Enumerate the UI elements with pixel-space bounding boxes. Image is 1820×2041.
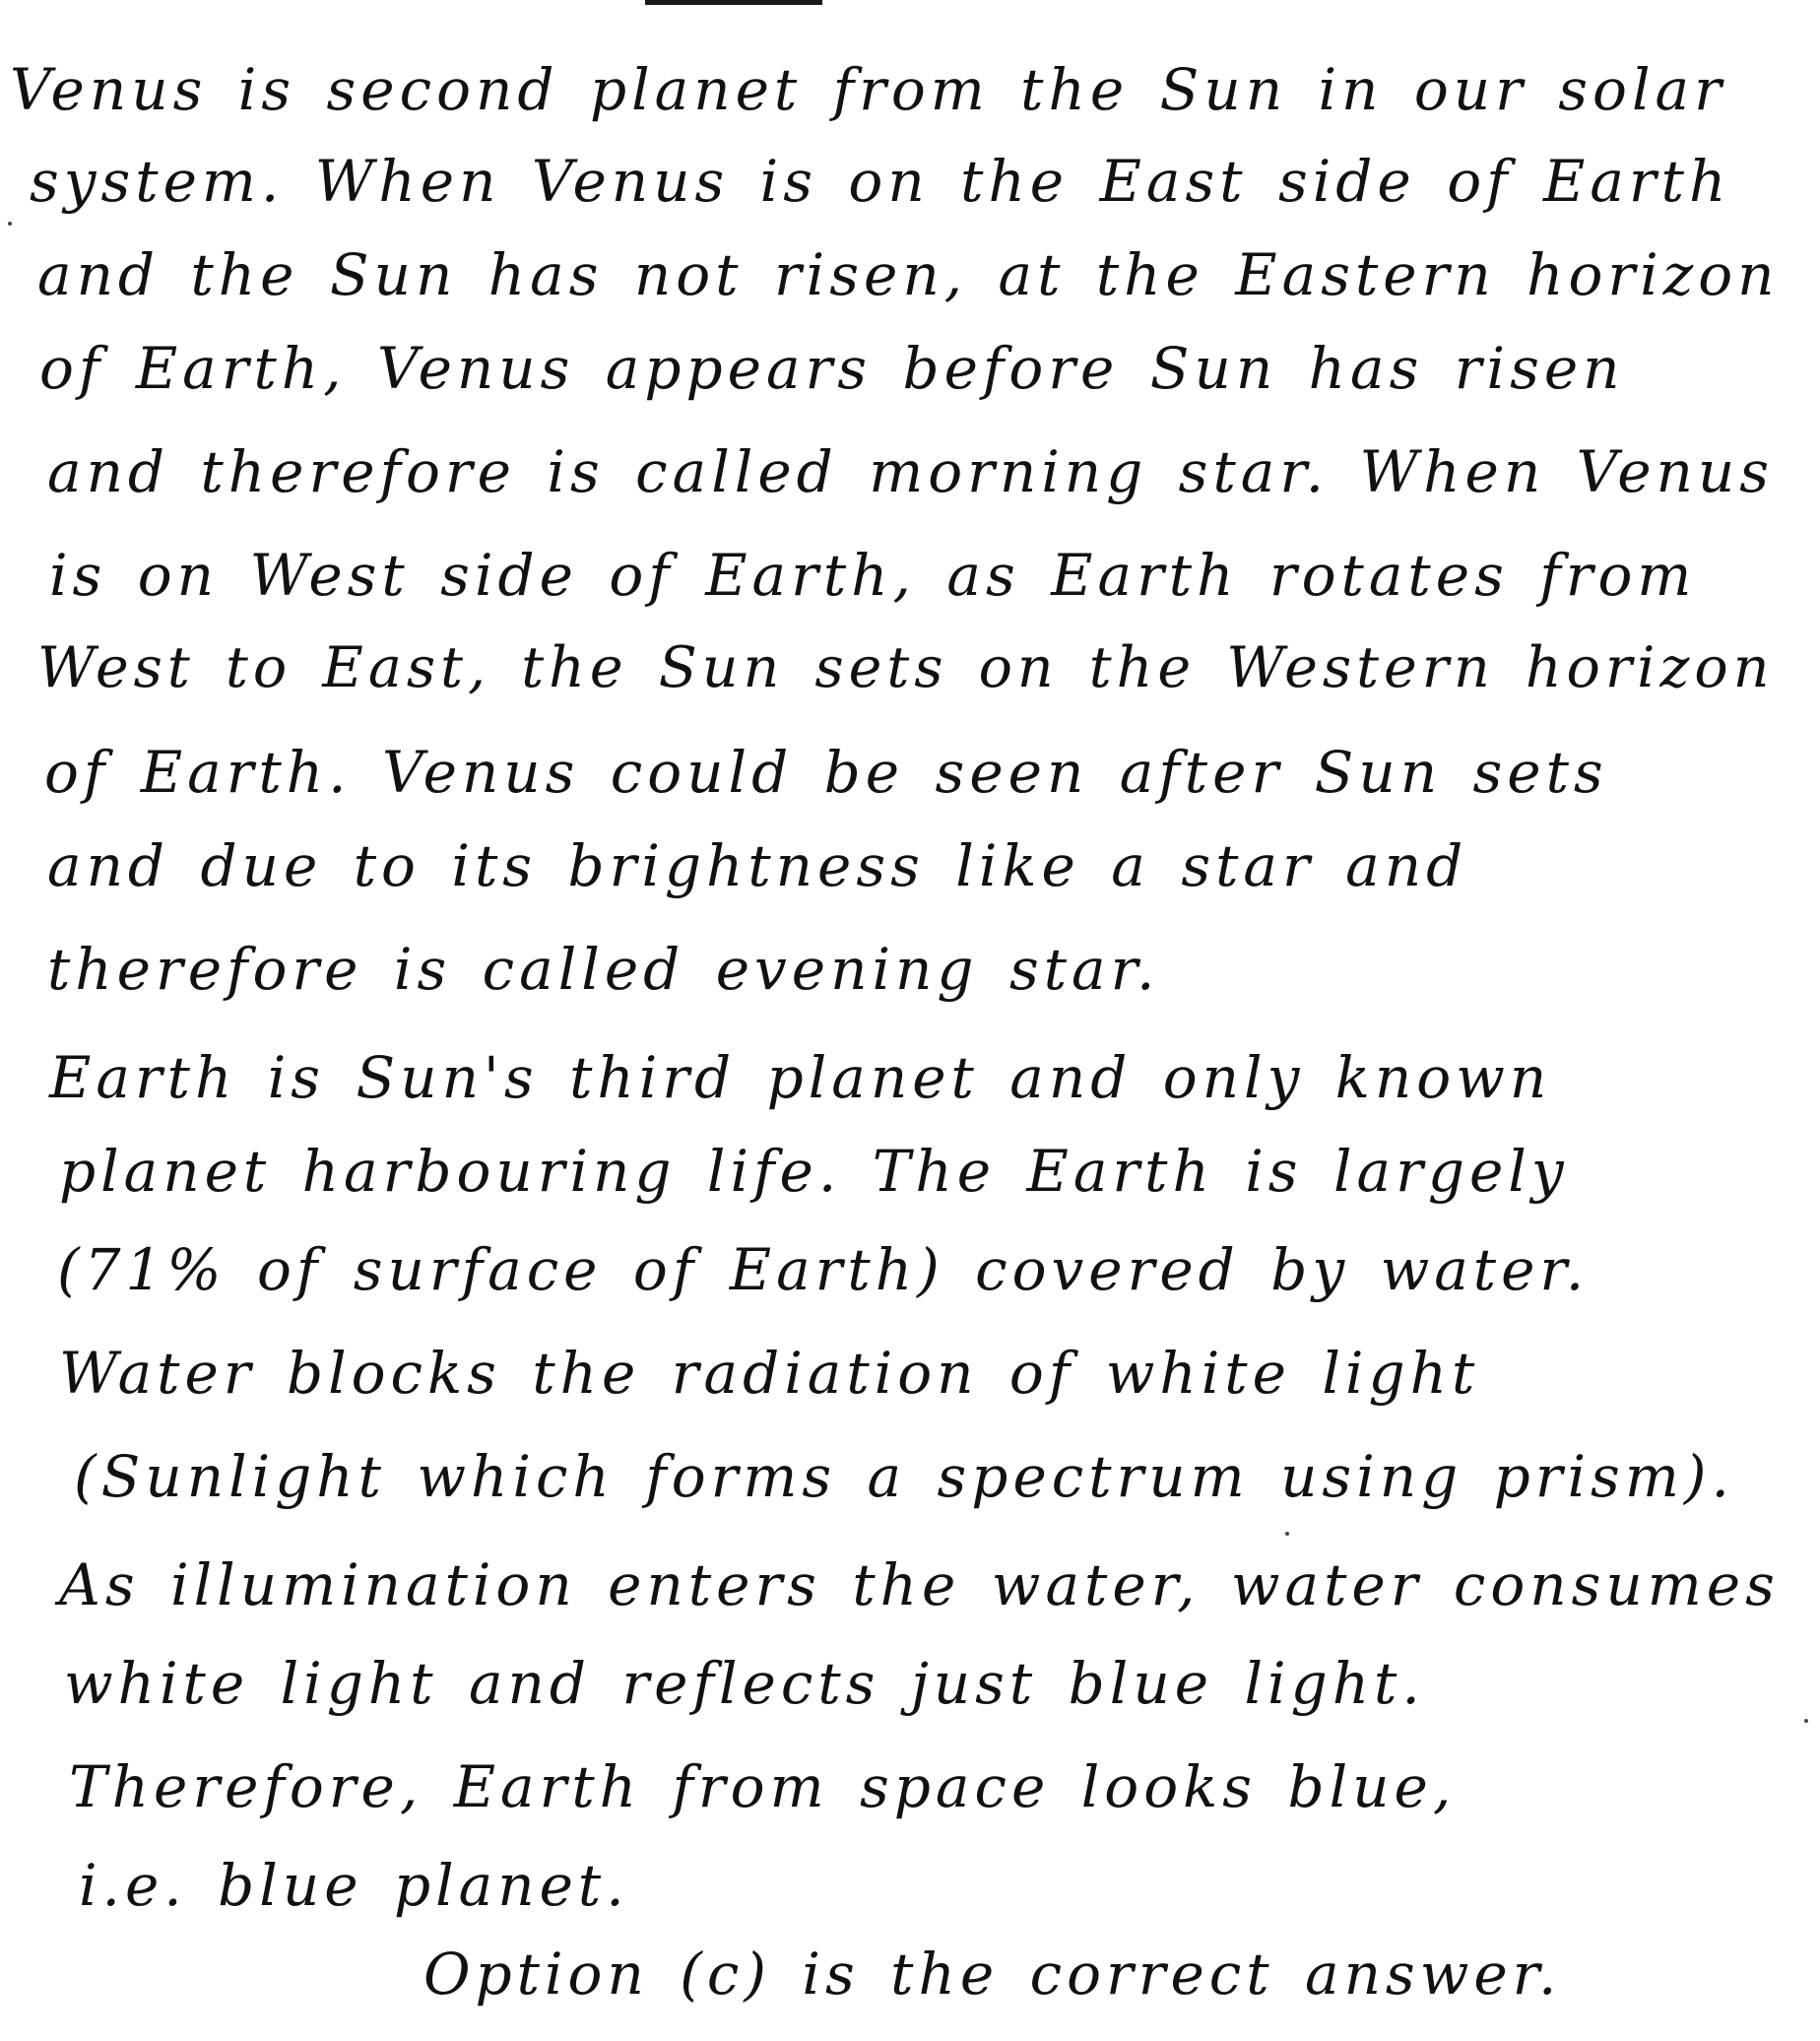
text-line: Therefore, Earth from space looks blue, <box>69 1753 1457 1820</box>
text-line: system. When Venus is on the East side of Earth <box>30 148 1731 215</box>
text-line: i.e. blue planet. <box>79 1852 629 1919</box>
text-line: (71% of surface of Earth) covered by water. <box>57 1236 1590 1303</box>
text-line: of Earth. Venus could be seen after Sun sets <box>44 739 1608 806</box>
text-line: Water blocks the radiation of white light <box>59 1340 1480 1407</box>
text-line: and therefore is called morning star. When Venus <box>47 438 1774 505</box>
text-line: Earth is Sun's third planet and only known <box>49 1044 1552 1111</box>
text-line: therefore is called evening star. <box>47 936 1160 1003</box>
text-line: and due to its brightness like a star and <box>47 832 1468 899</box>
text-line: Venus is second planet from the Sun in our solar <box>10 56 1726 123</box>
text-line: (Sunlight which forms a spectrum using prism). <box>74 1443 1734 1510</box>
text-line: and the Sun has not risen, at the Eastern horizon <box>37 241 1780 308</box>
text-line: planet harbouring life. The Earth is largely <box>59 1138 1569 1205</box>
text-line: As illumination enters the water, water consumes <box>59 1551 1780 1618</box>
text-line: of Earth, Venus appears before Sun has risen <box>39 335 1625 402</box>
text-line: white light and reflects just blue light. <box>64 1650 1425 1717</box>
text-line: is on West side of Earth, as Earth rotates from <box>49 542 1697 609</box>
answer-line: Option (c) is the correct answer. <box>423 1941 1562 2008</box>
text-line: West to East, the Sun sets on the Western horizon <box>37 635 1775 700</box>
